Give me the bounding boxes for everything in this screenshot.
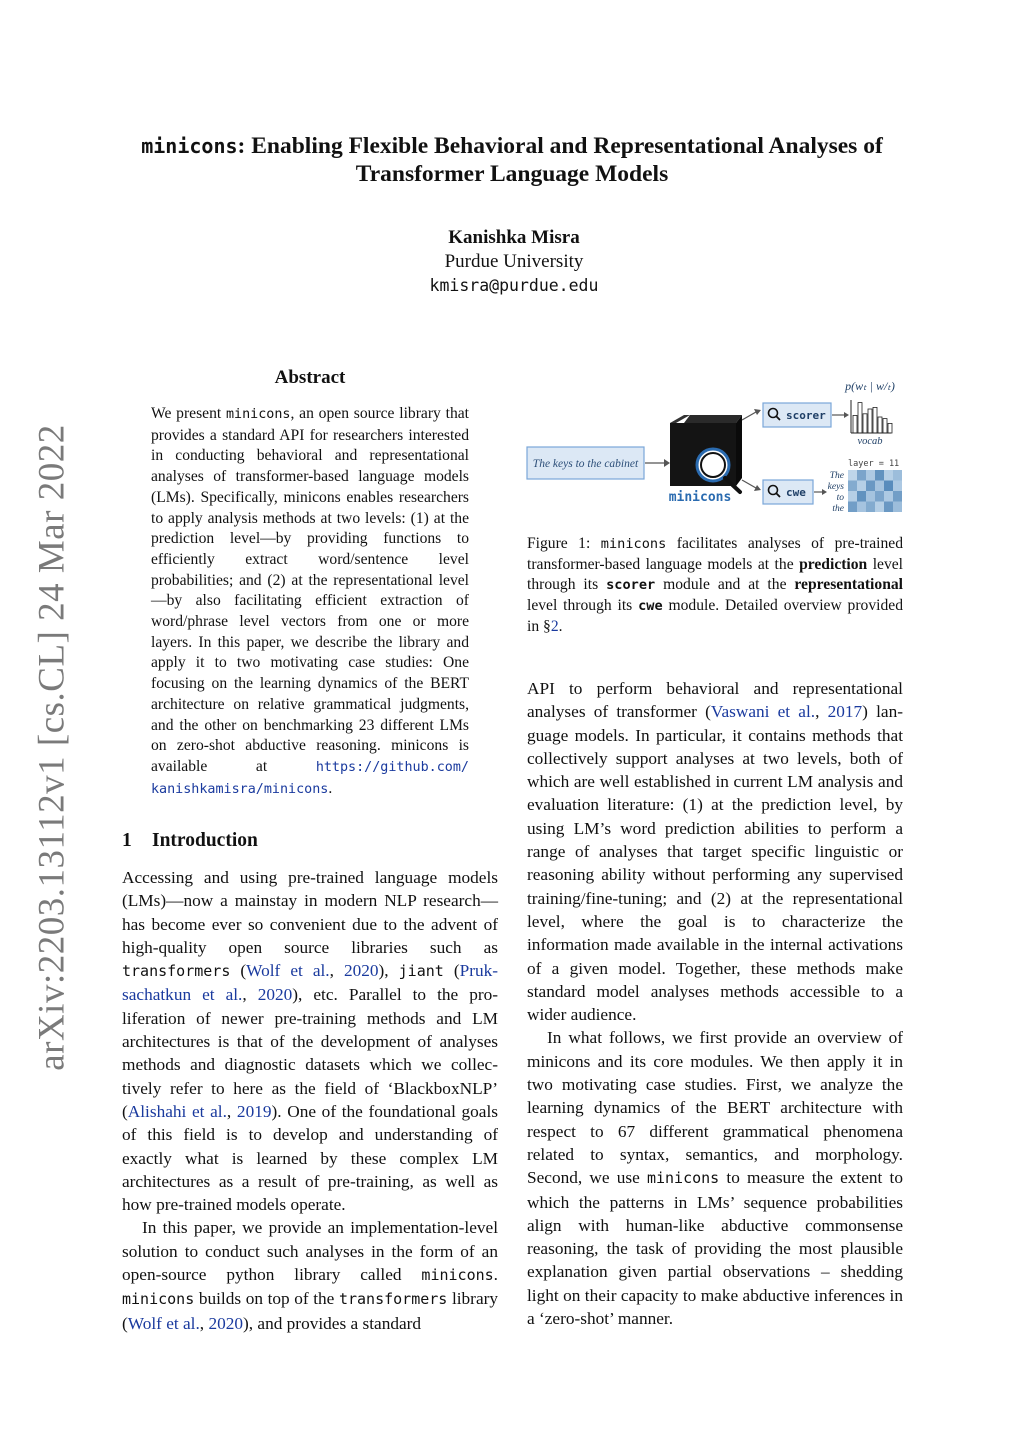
title-lib-name: minicons (141, 134, 238, 158)
input-text: The keys to the cabinet (532, 458, 639, 470)
text-run: API to perform behavioral and representational analyses of transformer ( (527, 679, 903, 722)
intro-paragraph-2 (122, 1216, 498, 1334)
text-run: ( (443, 961, 460, 981)
left-column-body (122, 866, 498, 1335)
heatmap-cell (875, 502, 884, 513)
vocab-label: vocab (857, 436, 883, 447)
code-transformers: transformers (338, 1290, 448, 1309)
citation-year-link[interactable]: 2019 (236, 1101, 272, 1121)
caption-run: . (558, 617, 563, 635)
histogram-bar (858, 403, 862, 433)
text-run: ( (230, 961, 247, 981)
figure-1-diagram (526, 368, 906, 523)
abstract-text (151, 404, 469, 800)
heatmap-cell (884, 470, 893, 481)
caption-code-scorer: scorer (606, 577, 656, 594)
section-number: 1 (122, 830, 132, 851)
text-run: ), (378, 961, 399, 981)
heatmap-cell (866, 481, 875, 492)
author-name: Kanishka Misra (448, 227, 580, 248)
text-run: , (226, 1101, 237, 1121)
paper-title (100, 132, 924, 188)
section-ref-link[interactable]: 2 (550, 617, 559, 635)
code-jiant: jiant (398, 962, 444, 981)
probability-label: p(wₜ | w/ₜ) (845, 379, 895, 393)
heatmap-cell (875, 481, 884, 492)
heatmap-cell (866, 470, 875, 481)
citation-year-link[interactable]: 2020 (257, 985, 293, 1005)
caption-code-minicons: minicons (600, 536, 667, 552)
arrow-to-cwe (742, 480, 756, 488)
citation-link[interactable]: Wolf et al. (127, 1313, 200, 1333)
caption-run: level through its (527, 555, 904, 594)
intro-paragraph-3 (527, 677, 903, 1026)
token-label: to (836, 493, 844, 503)
abstract-part1: We present (151, 405, 226, 422)
text-run: Accessing and using pre-trained language models (LMs)—now a mainstay in modern NLP research—has become ever so convenient due to the advent of high-quality open source libraries such as (122, 868, 498, 957)
code-transformers: transformers (122, 962, 231, 981)
heatmap-cell (848, 491, 857, 502)
caption-run: module and at the (655, 576, 795, 594)
caption-run: module. Detailed overview provided in § (527, 597, 903, 635)
code-minicons: minicons (646, 1169, 720, 1188)
cube-side-face (736, 415, 742, 486)
heatmap-cell (866, 502, 875, 513)
heatmap-cell (884, 491, 893, 502)
text-run: ). One of the foundational goals of this field is to develop and understanding of exactly what is learned by these complex LM architectures as a result of pre-training, as well as how pre-trained models operate. (122, 1101, 499, 1215)
text-run: . (493, 1265, 498, 1285)
heatmap (848, 470, 902, 512)
histogram-bar (863, 414, 867, 433)
caption-bold-prediction: prediction (799, 555, 868, 573)
abstract-part2: , an open source library that provides a standard API for researchers interested in conducting behavioral and representational analyses of transformer-based language models (LMs). Specifically, minicons enables researchers to apply analysis methods at two levels: (1) at the prediction level—by providing functions to efficiently extract word/sentence level probabilities; and (2) at the representational level—by also facilitating efficient extraction of word/phrase level vectors from one or more layers. In this paper, we describe the library and apply it to two motivating case studies: One focusing on the learning dynamics of the BERT architecture on relative grammatical judgments, and the other on benchmarking 23 different LMs on zero-shot abductive reasoning. minicons is available at (151, 405, 469, 775)
citation-link[interactable]: Wolf et al. (246, 961, 330, 981)
caption-run: Figure 1: (527, 535, 601, 552)
code-minicons: minicons (122, 1290, 195, 1309)
title-line2: Transformer Language Models (355, 161, 669, 187)
text-run: , (815, 702, 828, 722)
histogram (853, 403, 892, 433)
text-run: to measure the extent to which the patterns in LMs’ sequence probabilities align with human-like abductive commonsense reasoning, the task of providing the most plausible explanation given partial observations – shedding light on their capacity to make abductive inferences in a ‘zero-shot’ manner. (527, 1168, 903, 1329)
histogram-bar (853, 415, 857, 433)
histogram-bar (883, 419, 887, 433)
heatmap-cell (866, 491, 875, 502)
text-run: , (199, 1313, 209, 1333)
heatmap-cell (857, 470, 866, 481)
arrow-to-heatmap-head (822, 489, 827, 495)
intro-paragraph-1 (122, 866, 498, 1216)
github-link-part1[interactable]: https://github.com/ (315, 759, 469, 775)
text-run: ), etc. Parallel to the proliferation of newer pre-training methods and LM architectures is that of the development of analyses methods and diagnostic datasets which we collectively refer to here as the field of ‘BlackboxNLP’ ( (122, 985, 498, 1121)
token-labels (828, 471, 845, 514)
figure-1-caption (527, 534, 903, 638)
cwe-label: cwe (786, 486, 806, 499)
text-run: , (242, 985, 258, 1005)
heatmap-cell (848, 481, 857, 492)
heatmap-cell (893, 481, 902, 492)
author-email[interactable]: kmisra@purdue.edu (429, 276, 599, 295)
minicons-label: minicons (668, 490, 732, 505)
text-run: ), and provides a standard (243, 1313, 422, 1333)
citation-year-link[interactable]: 2020 (343, 961, 379, 981)
citation-link[interactable]: Pruksachatkun et al. (122, 961, 499, 1005)
abstract-part3: . (328, 779, 333, 797)
text-run: In this paper, we provide an implementation-level solution to conduct such analyses in the form of an open-source python library called (122, 1218, 498, 1285)
heatmap-cell (848, 502, 857, 513)
caption-code-cwe: cwe (638, 598, 663, 615)
token-label: keys (827, 482, 844, 492)
token-label: the (832, 504, 844, 514)
abstract-lib-name: minicons (226, 407, 291, 422)
text-run: library ( (122, 1289, 499, 1333)
text-run: ) language models. In particular, it contains methods that collectively support analyses at two levels, both of which are well established in current LM analysis and evaluation literature: (1) at the prediction level, by using LM’s word prediction abilities to perform a range of analyses that target specific linguistic or reasoning ability without performing any supervised training/fine-tuning; and (2) at the representational level, where the goal is to characterize the information made available in the internal activations of a given model. Together, these methods make standard model analyses methods accessible to a wider audience. (527, 702, 903, 1025)
heatmap-cell (857, 491, 866, 502)
github-link-part2[interactable]: kanishkamisra/minicons (151, 781, 329, 797)
section-title: Introduction (152, 830, 258, 851)
intro-paragraph-4 (527, 1026, 903, 1330)
section-heading-introduction (122, 830, 258, 852)
caption-bold-representational: representational (794, 576, 903, 594)
heatmap-cell (848, 470, 857, 481)
heatmap-cell (875, 491, 884, 502)
citation-year-link[interactable]: 2017 (827, 702, 863, 722)
layer-label: layer = 11 (848, 459, 900, 469)
title-line1: : Enabling Flexible Behavioral and Representational Analyses of (237, 133, 883, 159)
arrow-to-histogram-head (844, 412, 849, 418)
text-run: In what follows, we first provide an overview of minicons and its core modules. We then apply it in two motivating case studies. First, we analyze the learning dynamics of the BERT architecture with respect to 67 different grammatical phenomena related to syntax, semantics, and morphology. Second, we use (527, 1028, 903, 1188)
token-label: The (829, 471, 844, 481)
heatmap-cell (857, 502, 866, 513)
text-run: , (329, 961, 344, 981)
code-minicons: minicons (421, 1266, 494, 1285)
histogram-bar (868, 409, 872, 433)
heatmap-cell (884, 481, 893, 492)
arrow-input-head (664, 459, 670, 467)
caption-run: facilitates analyses of pre-trained transformer-based language models at the (527, 535, 903, 573)
right-column-body (527, 677, 903, 1330)
caption-run: level through its (527, 597, 639, 615)
author-affiliation: Purdue University (444, 251, 584, 272)
arrow-to-scorer (742, 412, 756, 420)
citation-link[interactable]: Alishahi et al. (127, 1101, 227, 1121)
abstract-heading: Abstract (274, 367, 346, 388)
histogram-bar (878, 417, 882, 433)
citation-link[interactable]: Vaswani et al. (710, 702, 816, 722)
heatmap-cell (893, 491, 902, 502)
arxiv-side-stamp: arXiv:2203.13112v1 [cs.CL] 24 Mar 2022 (31, 424, 73, 1071)
heatmap-cell (884, 502, 893, 513)
cube-top-face (684, 415, 742, 423)
heatmap-cell (857, 481, 866, 492)
heatmap-cell (875, 470, 884, 481)
heatmap-cell (893, 470, 902, 481)
text-run: builds on top of the (194, 1289, 339, 1309)
histogram-bar (873, 407, 877, 433)
heatmap-cell (893, 502, 902, 513)
histogram-bar (888, 423, 892, 433)
citation-year-link[interactable]: 2020 (208, 1313, 243, 1333)
scorer-label: scorer (786, 409, 826, 422)
